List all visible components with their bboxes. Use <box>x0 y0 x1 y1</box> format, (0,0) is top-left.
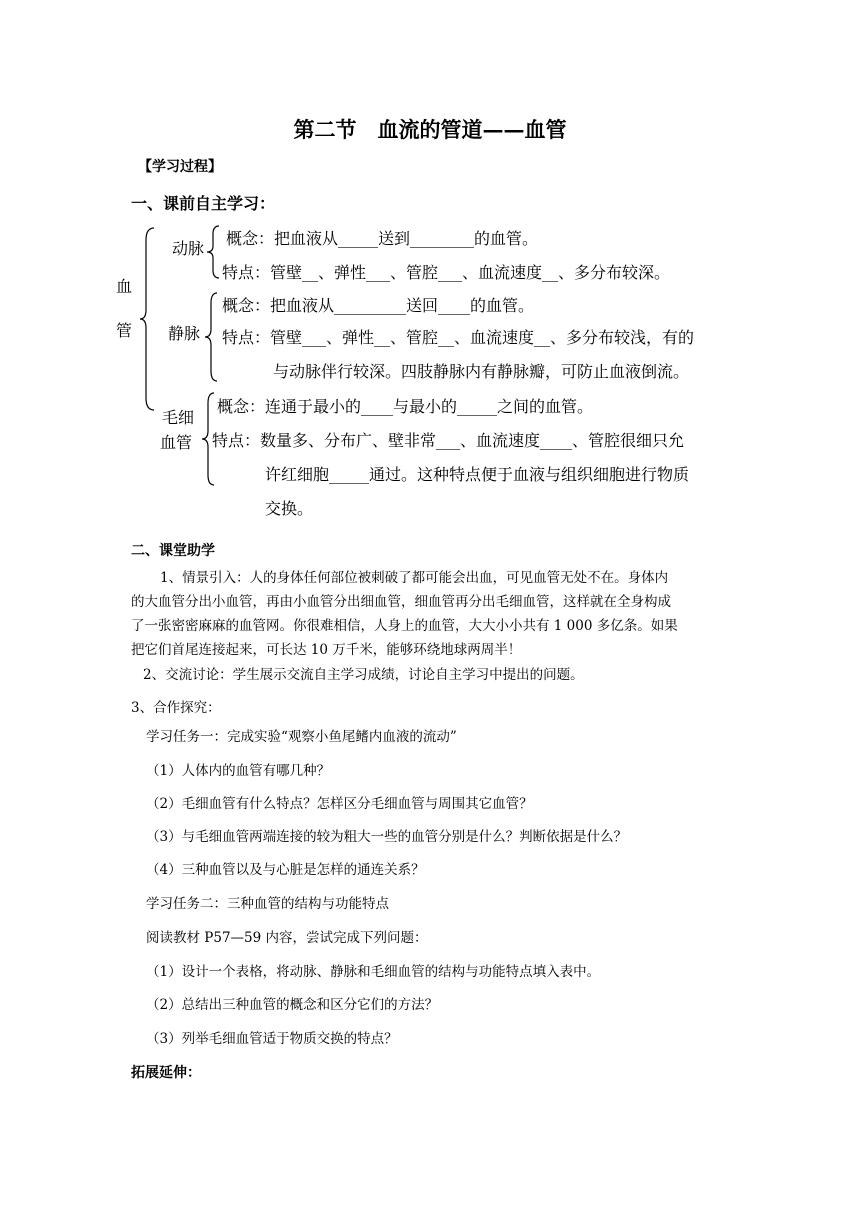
intro-line-1: 1、情景引入：人的身体任何部位被刺破了都可能会出血，可见血管无处不在。身体内 <box>160 570 669 586</box>
cooperation-heading: 3、合作探究： <box>131 700 221 716</box>
task1-question-4: （4）三种血管以及与心脏是怎样的通连关系？ <box>146 862 425 878</box>
vein-feature-line2: 与动脉伴行较深。四肢静脉内有静脉瓣，可防止血液倒流。 <box>273 362 690 381</box>
artery-concept: 概念：把血液从_____送到________的血管。 <box>226 229 539 248</box>
capillary-label-2: 血管 <box>160 433 193 452</box>
artery-brace <box>205 224 221 280</box>
task1-question-1: （1）人体内的血管有哪几种？ <box>146 763 331 779</box>
task2-question-3: （3）列举毛细血管适于物质交换的特点？ <box>146 1031 398 1047</box>
vein-feature-line1: 特点：管壁___、弹性__、管腔__、血流速度__、多分布较浅，有的 <box>222 328 695 347</box>
main-brace <box>138 226 158 412</box>
section1-heading: 一、课前自主学习： <box>131 194 276 213</box>
intro-line-3: 了一张密密麻麻的血管网。你很难相信，人身上的血管，大大小小共有 1 000 多亿条。如果 <box>131 618 678 634</box>
study-process-label: 【学习过程】 <box>138 159 222 175</box>
task1-question-3: （3）与毛细血管两端连接的较为粗大一些的血管分别是什么？判断依据是什么？ <box>146 829 628 845</box>
root-char-2: 管 <box>116 321 133 340</box>
root-char-1: 血 <box>116 277 133 296</box>
capillary-feature-line3: 交换。 <box>265 499 314 518</box>
capillary-label-1: 毛细 <box>162 408 195 427</box>
vein-concept: 概念：把血液从_________送回____的血管。 <box>222 296 535 315</box>
intro-line-2: 的大血管分出小血管，再由小血管分出细血管，细血管再分出毛细血管，这样就在全身构成 <box>131 594 671 610</box>
extension-heading: 拓展延伸： <box>131 1065 201 1081</box>
task1-question-2: （2）毛细血管有什么特点？怎样区分毛细血管与周围其它血管？ <box>146 796 533 812</box>
task2-question-2: （2）总结出三种血管的概念和区分它们的方法？ <box>146 997 439 1013</box>
artery-label: 动脉 <box>172 239 205 258</box>
capillary-feature-line1: 特点：数量多、分布广、壁非常___、血流速度____、管腔很细只允 <box>212 431 685 450</box>
vein-brace <box>203 291 219 383</box>
vein-label: 静脉 <box>168 324 201 343</box>
task2-title: 学习任务二：三种血管的结构与功能特点 <box>146 896 389 912</box>
discussion-line: 2、交流讨论：学生展示交流自主学习成绩，讨论自主学习中提出的问题。 <box>143 667 584 683</box>
task2-reading: 阅读教材 P57—59 内容，尝试完成下列问题： <box>146 930 428 946</box>
capillary-concept: 概念：连通于最小的____与最小的_____之间的血管。 <box>217 397 594 416</box>
artery-feature: 特点：管壁__、弹性___、管腔___、血流速度__、多分布较深。 <box>222 263 671 282</box>
intro-line-4: 把它们首尾连接起来，可长达 10 万千米，能够环绕地球两周半！ <box>131 642 522 658</box>
capillary-feature-line2: 许红细胞_____通过。这种特点便于血液与组织细胞进行物质 <box>265 465 690 484</box>
page-title: 第二节 血流的管道——血管 <box>293 117 567 142</box>
task2-question-1: （1）设计一个表格，将动脉、静脉和毛细血管的结构与功能特点填入表中。 <box>146 964 601 980</box>
section2-heading: 二、课堂助学 <box>131 543 215 559</box>
task1-title: 学习任务一：完成实验“观察小鱼尾鳍内血液的流动” <box>146 729 457 745</box>
